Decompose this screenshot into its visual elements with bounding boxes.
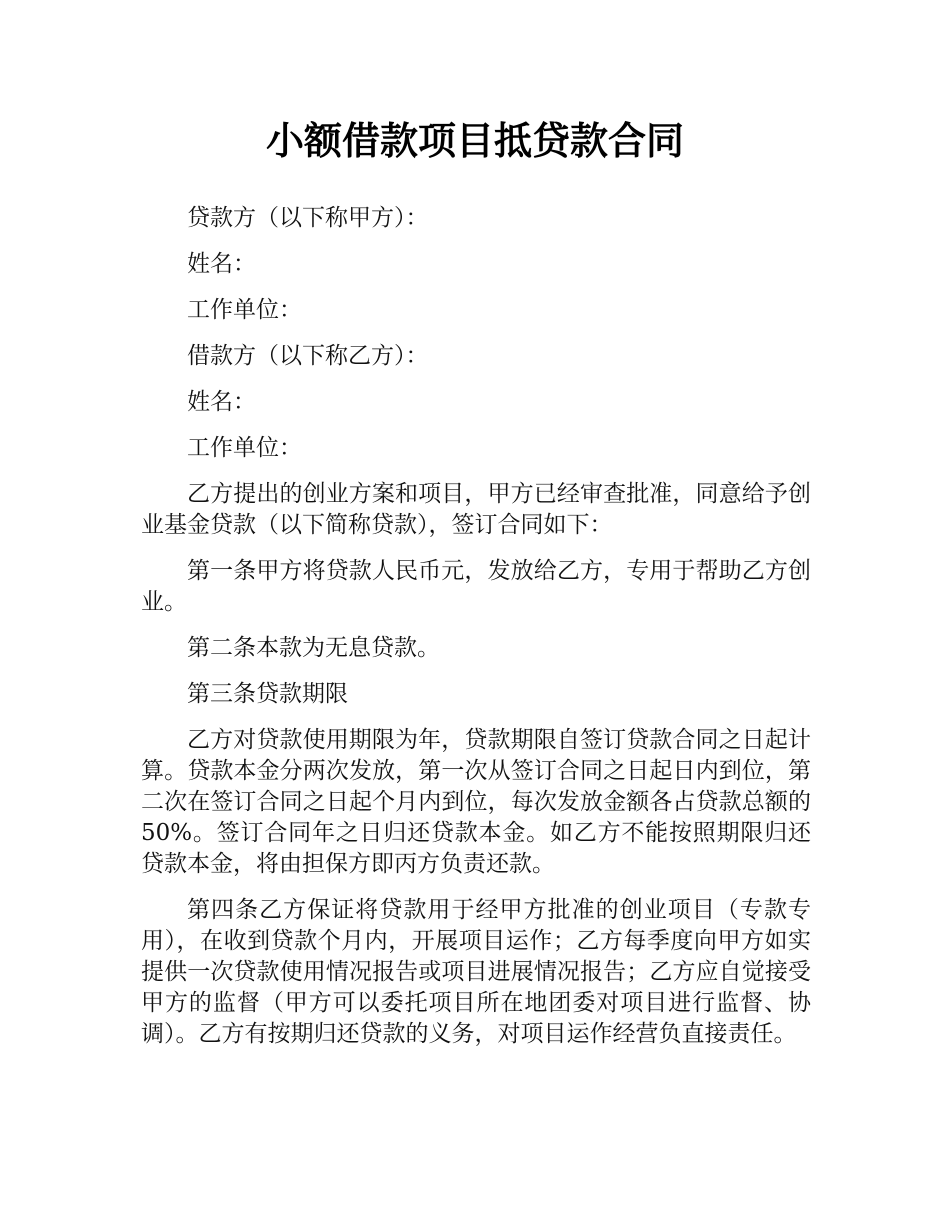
article-1: 第一条甲方将贷款人民币元，发放给乙方，专用于帮助乙方创业。: [141, 558, 811, 615]
article-3-heading: 第三条贷款期限: [187, 681, 348, 707]
lender-workplace-field: 工作单位：: [187, 297, 302, 323]
preamble-paragraph: 乙方提出的创业方案和项目，甲方已经审查批准，同意给予创业基金贷款（以下简称贷款），签订合同如下：: [141, 481, 811, 538]
borrower-heading: 借款方（以下称乙方）：: [187, 343, 429, 369]
borrower-workplace-field: 工作单位：: [187, 435, 302, 461]
borrower-name-field: 姓名：: [187, 389, 256, 415]
lender-name-field: 姓名：: [187, 251, 256, 277]
article-3-body: 乙方对贷款使用期限为年，贷款期限自签订贷款合同之日起计算。贷款本金分两次发放，第一次从签订合同之日起日内到位，第二次在签订合同之日起个月内到位，每次发放金额各占贷款总额的50%。签订合同年之日归还贷款本金。如乙方不能按照期限归还贷款本金，将由担保方即丙方负责还款。: [141, 727, 811, 877]
lender-heading: 贷款方（以下称甲方）：: [187, 205, 429, 231]
article-4: 第四条乙方保证将贷款用于经甲方批准的创业项目（专款专用），在收到贷款个月内，开展项目运作；乙方每季度向甲方如实提供一次贷款使用情况报告或项目进展情况报告；乙方应自觉接受甲方的监督（甲方可以委托项目所在地团委对项目进行监督、协调）。乙方有按期归还贷款的义务，对项目运作经营负直接责任。: [141, 897, 811, 1047]
article-2: 第二条本款为无息贷款。: [187, 635, 440, 661]
document-title: 小额借款项目抵贷款合同: [265, 119, 684, 163]
document-body: [141, 203, 811, 1065]
